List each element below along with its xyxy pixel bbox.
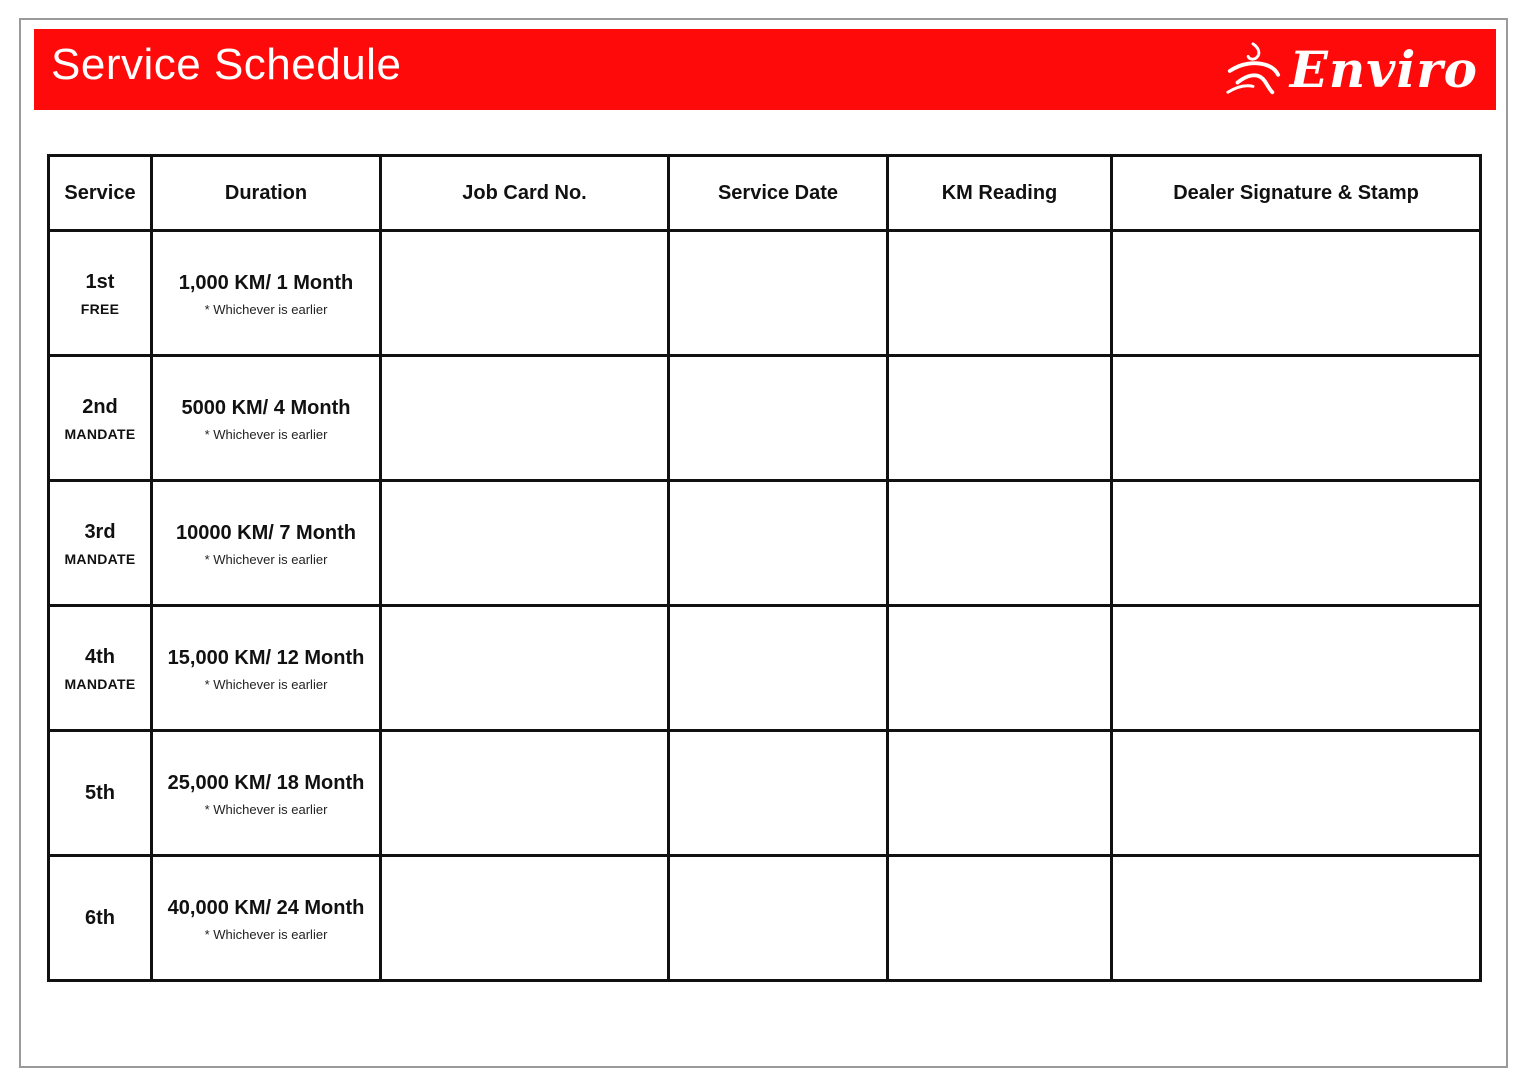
service-date-cell[interactable]: [669, 731, 888, 856]
dealer-signature-cell[interactable]: [1112, 231, 1481, 356]
service-date-cell[interactable]: [669, 231, 888, 356]
duration-cell: [152, 856, 381, 981]
job-card-no-cell[interactable]: [381, 731, 669, 856]
column-header-duration: Duration: [152, 156, 381, 231]
service-date-cell[interactable]: [669, 856, 888, 981]
service-type: MANDATE: [64, 426, 136, 442]
duration-value: 1,000 KM/ 1 Month: [178, 271, 354, 294]
dealer-signature-cell[interactable]: [1112, 481, 1481, 606]
service-date-cell[interactable]: [669, 356, 888, 481]
service-cell: [49, 606, 152, 731]
job-card-no-cell[interactable]: [381, 606, 669, 731]
duration-cell: [152, 231, 381, 356]
header-bar: [34, 29, 1496, 110]
job-card-no-cell[interactable]: [381, 356, 669, 481]
km-reading-cell[interactable]: [888, 231, 1112, 356]
table-row: [49, 606, 1481, 731]
km-reading-cell[interactable]: [888, 606, 1112, 731]
runner-swoosh-icon: [1224, 39, 1282, 99]
service-cell: [49, 481, 152, 606]
column-header-service-date: Service Date: [669, 156, 888, 231]
service-cell: [49, 356, 152, 481]
job-card-no-cell[interactable]: [381, 481, 669, 606]
service-schedule-table: [47, 154, 1482, 982]
km-reading-cell[interactable]: [888, 856, 1112, 981]
service-type: MANDATE: [64, 551, 136, 567]
duration-cell: [152, 731, 381, 856]
dealer-signature-cell[interactable]: [1112, 731, 1481, 856]
duration-value: 15,000 KM/ 12 Month: [167, 646, 365, 669]
service-cell: [49, 731, 152, 856]
table-row: [49, 356, 1481, 481]
dealer-signature-cell[interactable]: [1112, 356, 1481, 481]
service-type: FREE: [80, 301, 120, 317]
table-row: [49, 481, 1481, 606]
page-title: Service Schedule: [51, 40, 402, 89]
service-number: 5th: [85, 782, 115, 804]
brand-name: Enviro: [1289, 39, 1478, 99]
service-type: MANDATE: [64, 676, 136, 692]
duration-note: * Whichever is earlier: [204, 426, 328, 442]
duration-value: 10000 KM/ 7 Month: [175, 521, 357, 544]
table-header-row: [49, 156, 1481, 231]
duration-cell: [152, 606, 381, 731]
column-header-dealer-signature: Dealer Signature & Stamp: [1112, 156, 1481, 231]
duration-note: * Whichever is earlier: [204, 676, 328, 692]
dealer-signature-cell[interactable]: [1112, 606, 1481, 731]
km-reading-cell[interactable]: [888, 731, 1112, 856]
job-card-no-cell[interactable]: [381, 856, 669, 981]
service-number: 6th: [85, 907, 115, 929]
km-reading-cell[interactable]: [888, 356, 1112, 481]
service-number: 2nd: [82, 396, 118, 418]
service-cell: [49, 231, 152, 356]
table-row: [49, 856, 1481, 981]
km-reading-cell[interactable]: [888, 481, 1112, 606]
job-card-no-cell[interactable]: [381, 231, 669, 356]
service-date-cell[interactable]: [669, 606, 888, 731]
dealer-signature-cell[interactable]: [1112, 856, 1481, 981]
column-header-job-card-no: Job Card No.: [381, 156, 669, 231]
table-row: [49, 731, 1481, 856]
column-header-service: Service: [49, 156, 152, 231]
duration-note: * Whichever is earlier: [204, 301, 328, 317]
duration-value: 40,000 KM/ 24 Month: [167, 896, 365, 919]
duration-value: 25,000 KM/ 18 Month: [167, 771, 365, 794]
column-header-km-reading: KM Reading: [888, 156, 1112, 231]
duration-note: * Whichever is earlier: [204, 801, 328, 817]
service-cell: [49, 856, 152, 981]
duration-note: * Whichever is earlier: [204, 926, 328, 942]
table-row: [49, 231, 1481, 356]
duration-value: 5000 KM/ 4 Month: [181, 396, 351, 419]
service-number: 3rd: [84, 521, 116, 543]
service-number: 4th: [85, 646, 115, 668]
duration-cell: [152, 481, 381, 606]
service-date-cell[interactable]: [669, 481, 888, 606]
service-number: 1st: [85, 271, 115, 293]
duration-cell: [152, 356, 381, 481]
brand: [1224, 37, 1478, 101]
duration-note: * Whichever is earlier: [204, 551, 328, 567]
